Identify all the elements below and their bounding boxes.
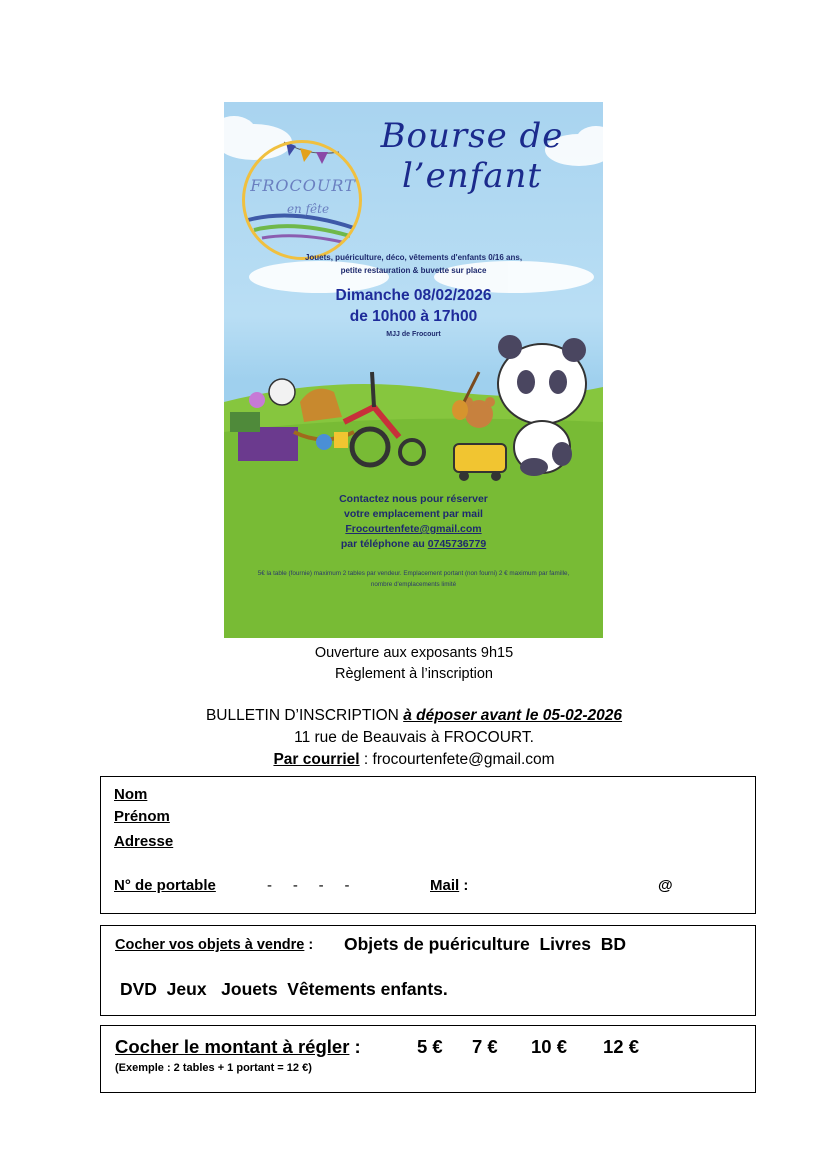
mail-value[interactable]: : frocourtenfete@gmail.com — [359, 751, 555, 768]
nom-field-label[interactable]: Nom — [114, 786, 148, 803]
contact-line2: votre emplacement par mail — [344, 508, 483, 520]
opening-time: Ouverture aux exposants 9h15 — [314, 645, 514, 661]
amount-label-row — [115, 1036, 361, 1058]
poster-description — [224, 251, 603, 277]
objects-colon: : — [304, 937, 314, 953]
phone-dashes: - - - - — [267, 877, 350, 894]
poster-contact — [224, 492, 603, 552]
poster-venue: MJJ de Frocourt — [386, 331, 441, 338]
bulletin-mail — [0, 751, 828, 769]
description-line1: Jouets, puériculture, déco, vêtements d'enfants 0/16 ans, — [304, 253, 523, 262]
logo-subtitle: en fête — [286, 202, 330, 216]
mail-field-label: Mail — [430, 877, 460, 894]
amount-example: (Exemple : 2 tables + 1 portant = 12 €) — [115, 1062, 312, 1074]
payment-rule: Règlement à l’inscription — [335, 666, 493, 682]
poster-title-line2: l’enfant — [401, 156, 543, 196]
bulletin-title: BULLETIN D’INSCRIPTION — [205, 707, 399, 724]
event-poster — [224, 102, 603, 638]
poster-date — [224, 285, 603, 327]
at-symbol: @ — [658, 877, 673, 894]
contact-phone-link[interactable]: 0745736779 — [427, 538, 487, 550]
description-line2: petite restauration & buvette sur place — [340, 266, 487, 275]
mail-label: Par courriel — [273, 751, 360, 768]
bulletin-address: 11 rue de Beauvais à FROCOURT. — [294, 729, 534, 746]
contact-phone-prefix: par téléphone au — [340, 538, 425, 550]
contact-line1: Contactez nous pour réserver — [339, 493, 488, 505]
objects-box — [100, 925, 756, 1016]
date-line: Dimanche 08/02/2026 — [335, 287, 492, 304]
logo-ring — [242, 140, 362, 260]
mail-field-colon: : — [459, 877, 469, 894]
contact-email-link[interactable]: Frocourtenfete@gmail.com — [345, 523, 482, 535]
amount-option-12[interactable]: 12 € — [603, 1036, 640, 1057]
amount-box — [100, 1025, 756, 1093]
bulletin-heading — [0, 707, 828, 725]
adresse-field-label[interactable]: Adresse — [114, 833, 174, 850]
amount-option-5[interactable]: 5 € — [417, 1036, 443, 1057]
objects-options-line1[interactable]: Objets de puériculture Livres BD — [344, 934, 627, 954]
logo-name: FROCOURT — [250, 176, 356, 195]
objects-label: Cocher vos objets à vendre — [115, 937, 305, 953]
poster-fine-print: 5€ la table (fournie) maximum 2 tables par vendeur. Emplacement portant (non fourni) 2 € maximum par famille, nombre d'emplacements limité — [257, 570, 570, 588]
prenom-field-label[interactable]: Prénom — [114, 808, 170, 825]
poster-title — [352, 116, 592, 196]
amount-colon: : — [349, 1036, 361, 1057]
amount-option-7[interactable]: 7 € — [472, 1036, 498, 1057]
objects-label-row — [115, 937, 313, 953]
phone-field-label[interactable]: N° de portable — [114, 877, 216, 894]
mail-field[interactable] — [430, 877, 468, 894]
poster-title-line1: Bourse de — [380, 116, 564, 156]
identity-form-box — [100, 776, 756, 914]
amount-option-10[interactable]: 10 € — [531, 1036, 568, 1057]
time-line: de 10h00 à 17h00 — [349, 308, 478, 325]
amount-label: Cocher le montant à régler — [115, 1036, 350, 1057]
objects-options-line2[interactable]: DVD Jeux Jouets Vêtements enfants. — [120, 979, 448, 999]
bulletin-deadline: à déposer avant le 05-02-2026 — [403, 707, 623, 724]
